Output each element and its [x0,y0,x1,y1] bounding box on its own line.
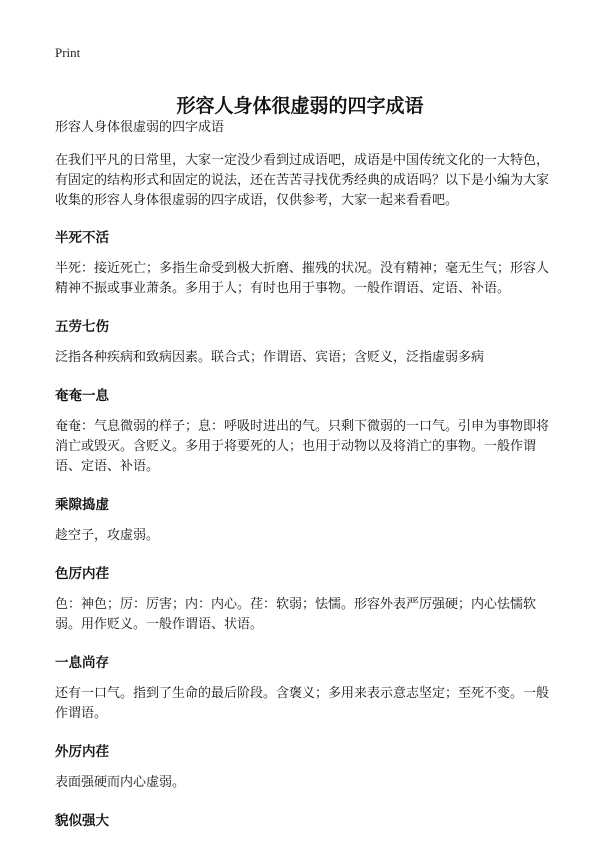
idiom-definition: 半死：接近死亡；多指生命受到极大折磨、摧残的状况。没有精神；毫无生气；形容人精神不振或事业萧条。多用于人；有时也用于事物。一般作谓语、定语、补语。 [55,261,550,296]
idiom-heading: 五劳七伤 [55,319,109,335]
idiom-definition: 色：神色；厉：厉害；内：内心。荏：软弱；怯懦。形容外表严厉强硬；内心怯懦软弱。用作贬义。一般作谓语、状语。 [55,597,537,632]
idiom-heading: 色厉内荏 [55,566,109,582]
idiom-heading: 奄奄一息 [55,388,109,404]
idiom-heading: 半死不活 [55,230,109,246]
idiom-heading: 一息尚存 [55,655,109,671]
idiom-heading: 貌似强大 [55,813,109,829]
idiom-definition: 趁空子，攻虚弱。 [55,528,160,543]
idiom-entry [55,495,555,546]
idiom-heading: 乘隙捣虚 [55,497,109,513]
idiom-entry [55,228,555,299]
idiom-definition: 奄奄：气息微弱的样子；息：呼吸时进出的气。只剩下微弱的一口气。引申为事物即将消亡或毁灭。含贬义。多用于将要死的人；也用于动物以及将消亡的事物。一般作谓语、定语、补语。 [55,419,550,474]
article-content [55,118,555,849]
idiom-definition: 表面强硬而内心虚弱。 [55,775,186,790]
idiom-entry [55,317,555,368]
idiom-definition: 泛指各种疾病和致病因素。联合式；作谓语、宾语；含贬义，泛指虚弱多病 [55,350,485,365]
idiom-entry [55,653,555,724]
idiom-heading: 外厉内荏 [55,744,109,760]
page-title: 形容人身体很虚弱的四字成语 [176,94,424,117]
intro-paragraph: 在我们平凡的日常里，大家一定没少看到过成语吧，成语是中国传统文化的一大特色，有固定的结构形式和固定的说法，还在苦苦寻找优秀经典的成语吗？以下是小编为大家收集的形容人身体很虚弱的四字成语，仅供参考，大家一起来看看吧。 [55,153,550,208]
idiom-entry [55,386,555,477]
idiom-entry [55,742,555,793]
print-link[interactable]: Print [55,45,81,60]
idiom-entry [55,811,555,831]
idiom-definition: 还有一口气。指到了生命的最后阶段。含褒义；多用来表示意志坚定；至死不变。一般作谓语。 [55,686,550,721]
idiom-entry [55,564,555,635]
article-subtitle: 形容人身体很虚弱的四字成语 [55,120,225,135]
